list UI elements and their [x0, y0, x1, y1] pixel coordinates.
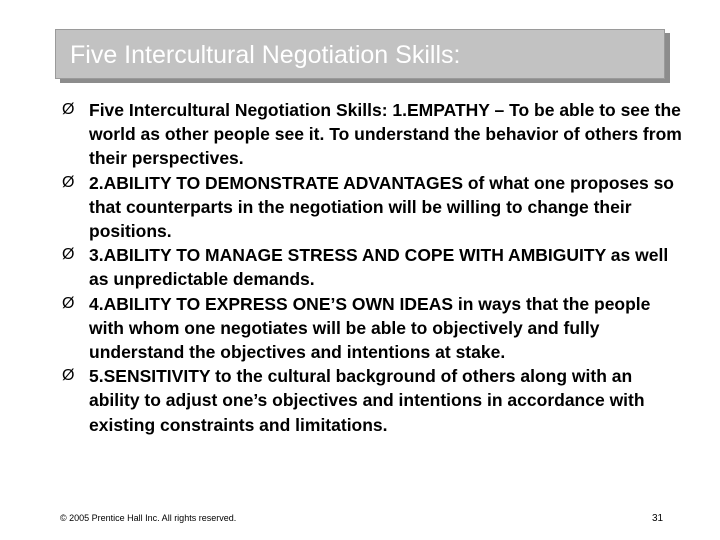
bullet-text: 3.ABILITY TO MANAGE STRESS AND COPE WITH AMBIGUITY as well as unpredictable demands.: [89, 245, 669, 290]
bullet-item: [62, 171, 682, 244]
bullet-item: [62, 98, 682, 171]
arrow-bullet-icon: Ø: [62, 246, 75, 264]
bullet-text: 2.ABILITY TO DEMONSTRATE ADVANTAGES of what one proposes so that counterparts in the negotiation will be willing to change their positions.: [89, 172, 674, 242]
bullet-text: 4.ABILITY TO EXPRESS ONE’S OWN IDEAS in ways that the people with whom one negotiates will be able to objectively and fully understand the objectives and intentions at stake.: [89, 293, 651, 363]
arrow-bullet-icon: Ø: [62, 173, 75, 191]
arrow-bullet-icon: Ø: [62, 367, 75, 385]
slide-title: Five Intercultural Negotiation Skills:: [70, 41, 461, 69]
copyright-footer: © 2005 Prentice Hall Inc. All rights reserved.: [60, 513, 237, 523]
bullet-item: [62, 364, 682, 437]
page-number: 31: [652, 513, 664, 524]
bullet-item: [62, 292, 682, 365]
bullet-text: Five Intercultural Negotiation Skills: 1.EMPATHY – To be able to see the world as other people see it. To understand the behavior of others from their perspectives.: [89, 100, 682, 169]
bullet-list: [62, 98, 682, 437]
bullet-text: 5.SENSITIVITY to the cultural background of others along with an ability to adjust one’s objectives and intentions in accordance with existing constraints and limitations.: [89, 366, 645, 435]
title-box: [55, 29, 665, 79]
bullet-item: [62, 243, 682, 291]
arrow-bullet-icon: Ø: [62, 294, 75, 312]
arrow-bullet-icon: Ø: [62, 101, 75, 118]
